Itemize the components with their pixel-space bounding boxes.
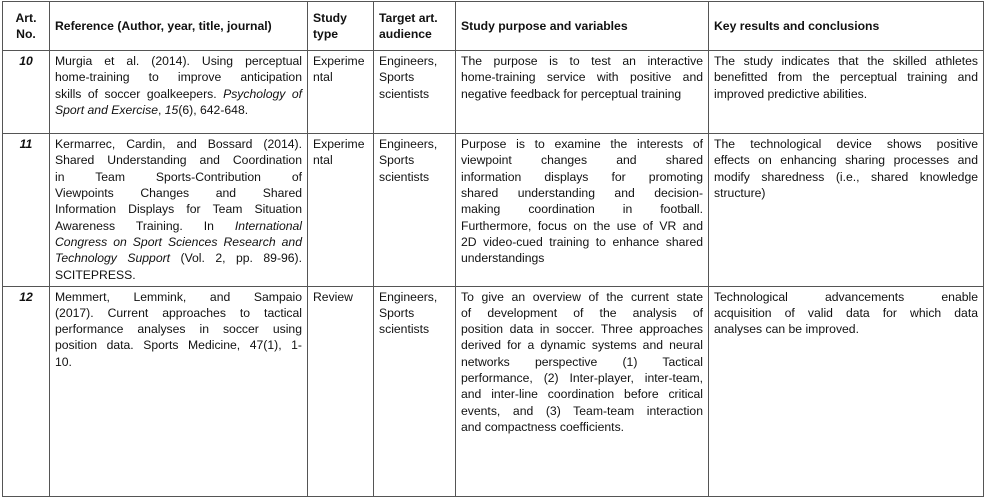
literature-table (2, 1, 984, 497)
cell-line: acquisition of valid data for which data (714, 305, 978, 320)
cell-line: shared understanding and decision- (461, 186, 703, 201)
cell-line: making coordination in football. (461, 202, 703, 217)
cell-line: benefitted from the perceptual training and (714, 70, 978, 85)
results-cell (709, 286, 984, 497)
reference-text: , (157, 102, 165, 117)
reference-line (55, 267, 302, 283)
study-type-cell (308, 134, 374, 286)
reference-line (55, 102, 302, 118)
reference-text: in Team Sports-Contribution of (55, 169, 302, 184)
table-row (3, 51, 984, 134)
reference-text: Viewpoints Changes and Shared (55, 186, 302, 201)
cell-line: scientists (379, 322, 430, 337)
reference-italic-text: Technology Support (55, 251, 171, 266)
reference-line (55, 321, 302, 337)
cell-line: networks perspective (1) Tactical (461, 354, 703, 369)
cell-line: scientists (379, 86, 430, 101)
cell-line: Engineers, (379, 289, 438, 304)
purpose-cell (456, 286, 709, 497)
reference-text: Kermarrec, Cardin, and Bossard (2014). (55, 137, 302, 152)
cell-line: of development of the analysis of (461, 305, 703, 320)
cell-line: Engineers, (379, 137, 438, 152)
reference-line (55, 218, 302, 234)
cell-line: and compactness coefficients. (461, 419, 625, 434)
cell-line: ntal (313, 153, 333, 168)
reference-line (55, 169, 302, 185)
cell-line: The purpose is to test an interactive (461, 54, 703, 68)
cell-line: Experime (313, 54, 365, 68)
header-results: Key results and conclusions (709, 2, 984, 51)
reference-text: Awareness Training. In (55, 218, 235, 233)
reference-text: performance analyses in soccer using (55, 322, 302, 337)
header-row (3, 2, 984, 51)
reference-italic-text: 15 (164, 102, 179, 117)
reference-text: (Vol. 2, pp. 89-96). (170, 251, 302, 266)
purpose-cell (456, 134, 709, 286)
cell-line: improved predictive abilities. (714, 86, 868, 101)
results-cell (709, 51, 984, 134)
reference-text: home-training to improve anticipation (55, 70, 302, 85)
purpose-cell (456, 51, 709, 134)
reference-text: (6), 642-648. (178, 102, 249, 117)
audience-cell (374, 286, 456, 497)
cell-line: Sports (379, 305, 415, 320)
reference-italic-text: International (234, 218, 302, 233)
table-body (3, 51, 984, 497)
cell-line: Engineers, (379, 54, 438, 68)
cell-line: effects on enhancing sharing processes and (714, 153, 978, 168)
cell-line: negative feedback for perceptual training (461, 86, 682, 101)
cell-line: The technological device shows positive (714, 137, 978, 152)
cell-line: Experime (313, 137, 365, 152)
header-reference: Reference (Author, year, title, journal) (50, 2, 308, 51)
cell-line: information displays for promoting (461, 169, 703, 184)
reference-line (55, 53, 302, 69)
cell-line: events, and (3) Team-team interaction (461, 403, 703, 418)
cell-line: Review (313, 289, 353, 304)
reference-italic-text: Congress on Sport Sciences Research and (55, 234, 302, 249)
reference-cell (50, 51, 308, 134)
cell-line: Sports (379, 153, 415, 168)
study-type-cell (308, 286, 374, 497)
results-cell (709, 134, 984, 286)
reference-line (55, 234, 302, 250)
reference-text: Memmert, Lemmink, and Sampaio (55, 289, 302, 304)
table-row (3, 286, 984, 497)
header-purpose: Study purpose and variables (456, 2, 709, 51)
cell-line: Technological advancements enable (714, 289, 978, 304)
reference-line (55, 354, 302, 370)
cell-line: ntal (313, 70, 333, 85)
reference-line (55, 86, 302, 102)
cell-line: performance, (2) Inter-player, inter-team, (461, 370, 703, 385)
reference-line (55, 337, 302, 353)
cell-line: structure) (714, 186, 766, 201)
cell-line: viewpoint changes and shared (461, 153, 703, 168)
reference-text: (2017). Current approaches to tactical (55, 305, 302, 320)
cell-line: modify sharedness (i.e., shared knowledge (714, 169, 978, 184)
header-art-no: Art. No. (3, 2, 50, 51)
cell-line: and inter-line coordination before critical (461, 387, 703, 402)
article-number: 10 (3, 51, 50, 134)
reference-text: skills of soccer goalkeepers. (55, 86, 224, 101)
reference-text: Shared Understanding and Coordination (55, 153, 302, 168)
table-row (3, 134, 984, 286)
reference-line (55, 289, 302, 305)
reference-italic-text: Sport and Exercise (55, 102, 158, 117)
cell-line: home-training service with positive and (461, 70, 703, 85)
reference-text: position data. Sports Medicine, 47(1), 1- (55, 338, 302, 353)
cell-line: derived for a dynamic systems and neural (461, 338, 703, 353)
reference-cell (50, 286, 308, 497)
cell-line: The study indicates that the skilled athletes (714, 54, 978, 68)
reference-line (55, 69, 302, 85)
reference-cell (50, 134, 308, 286)
study-type-cell (308, 51, 374, 134)
reference-line (55, 250, 302, 266)
cell-line: 2D video-cued training to enhance shared (461, 234, 703, 249)
article-number: 12 (3, 286, 50, 497)
cell-line: Purpose is to examine the interests of (461, 137, 703, 152)
audience-cell (374, 51, 456, 134)
reference-line (55, 185, 302, 201)
reference-line (55, 201, 302, 217)
audience-cell (374, 134, 456, 286)
article-number: 11 (3, 134, 50, 286)
header-audience: Target art. audience (374, 2, 456, 51)
cell-line: position data in soccer. Three approaches (461, 322, 703, 337)
cell-line: scientists (379, 169, 430, 184)
header-study-type: Study type (308, 2, 374, 51)
reference-text: SCITEPRESS. (55, 267, 136, 282)
reference-line (55, 152, 302, 168)
cell-line: To give an overview of the current state (461, 289, 703, 304)
cell-line: understandings (461, 251, 545, 266)
reference-text: Information Displays for Team Situation (55, 202, 302, 217)
cell-line: Sports (379, 70, 415, 85)
cell-line: Furthermore, focus on the use of VR and (461, 218, 703, 233)
reference-line (55, 305, 302, 321)
reference-text: Murgia et al. (2014). Using perceptual (55, 54, 302, 68)
reference-text: 10. (55, 354, 72, 369)
reference-italic-text: Psychology of (223, 86, 303, 101)
cell-line: analyses can be improved. (714, 322, 859, 337)
reference-line (55, 136, 302, 152)
